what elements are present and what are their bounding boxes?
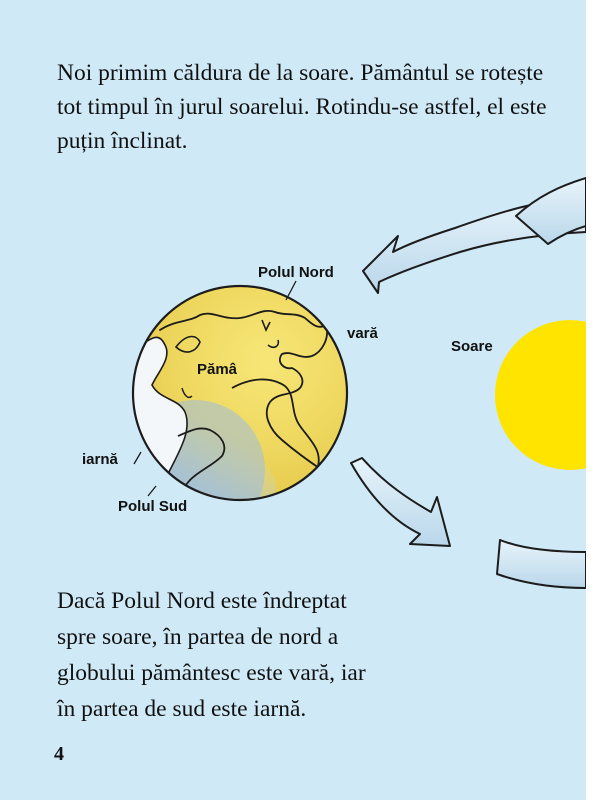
orbit-arrow-lower-right (497, 540, 586, 588)
intro-paragraph: Noi primim căldura de la soare. Pământul se rotește tot timpul în jurul soarelui. Rotindu-se astfel, el este puțin înclinat. (57, 60, 547, 154)
label-summer: vară (347, 325, 378, 342)
south-pole-pointer (148, 486, 156, 496)
label-south-pole: Polul Sud (118, 498, 188, 515)
north-pole-pointer (286, 281, 296, 300)
orbit-arrow-top (363, 178, 586, 293)
orbit-arrow-bottom (351, 458, 450, 546)
label-sun: Soare (451, 338, 493, 355)
label-winter: iarnă (82, 451, 118, 468)
sun-disc (495, 320, 586, 470)
winter-pointer (134, 452, 141, 464)
label-earth: Pămâ (197, 361, 238, 378)
label-north-pole: Polul Nord (258, 264, 334, 281)
page-number: 4 (54, 743, 64, 765)
explanation-paragraph: Dacă Polul Nord este îndreptat spre soare, în partea de nord a globului pământesc este vară, iar în partea de sud este iarnă. (57, 588, 366, 722)
